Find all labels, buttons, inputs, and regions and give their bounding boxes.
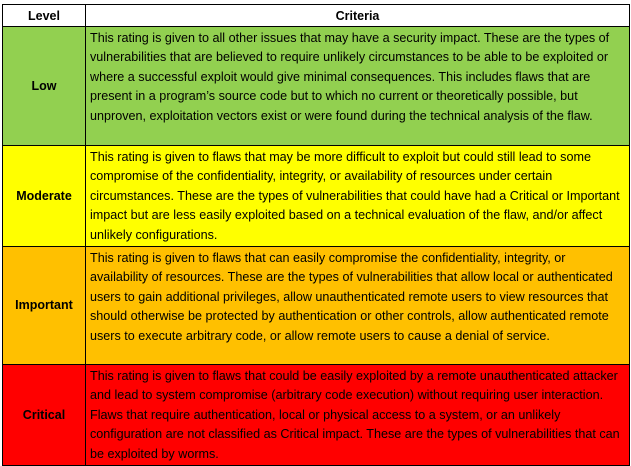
criteria-cell-critical: This rating is given to flaws that could be easily exploited by a remote unauthenticated attacker and lead to system compromise (arbitrary code execution) without requiring user interaction. Flaws that require authentication, local or physical access to a system, or an unlikely configuration are not classified as Critical impact. These are the types of vulnerabilities that can be exploited by worms. [86, 365, 630, 466]
criteria-cell-low: This rating is given to all other issues that may have a security impact. These are the types of vulnerabilities that are believed to require unlikely circumstances to be able to be exploited or where a successful exploit would give minimal consequences. This includes flaws that are present in a program’s source code but to which no current or theoretically possible, but unproven, exploitation vectors exist or were found during the technical analysis of the flaw. [86, 27, 630, 146]
criteria-cell-moderate: This rating is given to flaws that may be more difficult to exploit but could still lead to some compromise of the confidentiality, integrity, or availability of resources under certain circumstances. These are the types of vulnerabilities that could have had a Critical or Important impact but are less easily exploited based on a technical evaluation of the flaw, and/or affect unlikely configurations. [86, 146, 630, 247]
severity-table-container [2, 4, 629, 466]
header-criteria: Criteria [86, 5, 630, 27]
table-row-low [3, 27, 630, 146]
header-row [3, 5, 630, 27]
table-row-critical [3, 365, 630, 466]
header-level: Level [3, 5, 86, 27]
table-row-moderate [3, 146, 630, 247]
level-cell-moderate: Moderate [3, 146, 86, 247]
criteria-cell-important: This rating is given to flaws that can easily compromise the confidentiality, integrity, or availability of resources. These are the types of vulnerabilities that allow local or authenticated users to gain additional privileges, allow unauthenticated remote users to view resources that should otherwise be protected by authentication or other controls, allow authenticated remote users to execute arbitrary code, or allow remote users to cause a denial of service. [86, 247, 630, 365]
table-row-important [3, 247, 630, 365]
level-cell-low: Low [3, 27, 86, 146]
severity-ratings-table [2, 4, 630, 466]
level-cell-critical: Critical [3, 365, 86, 466]
level-cell-important: Important [3, 247, 86, 365]
